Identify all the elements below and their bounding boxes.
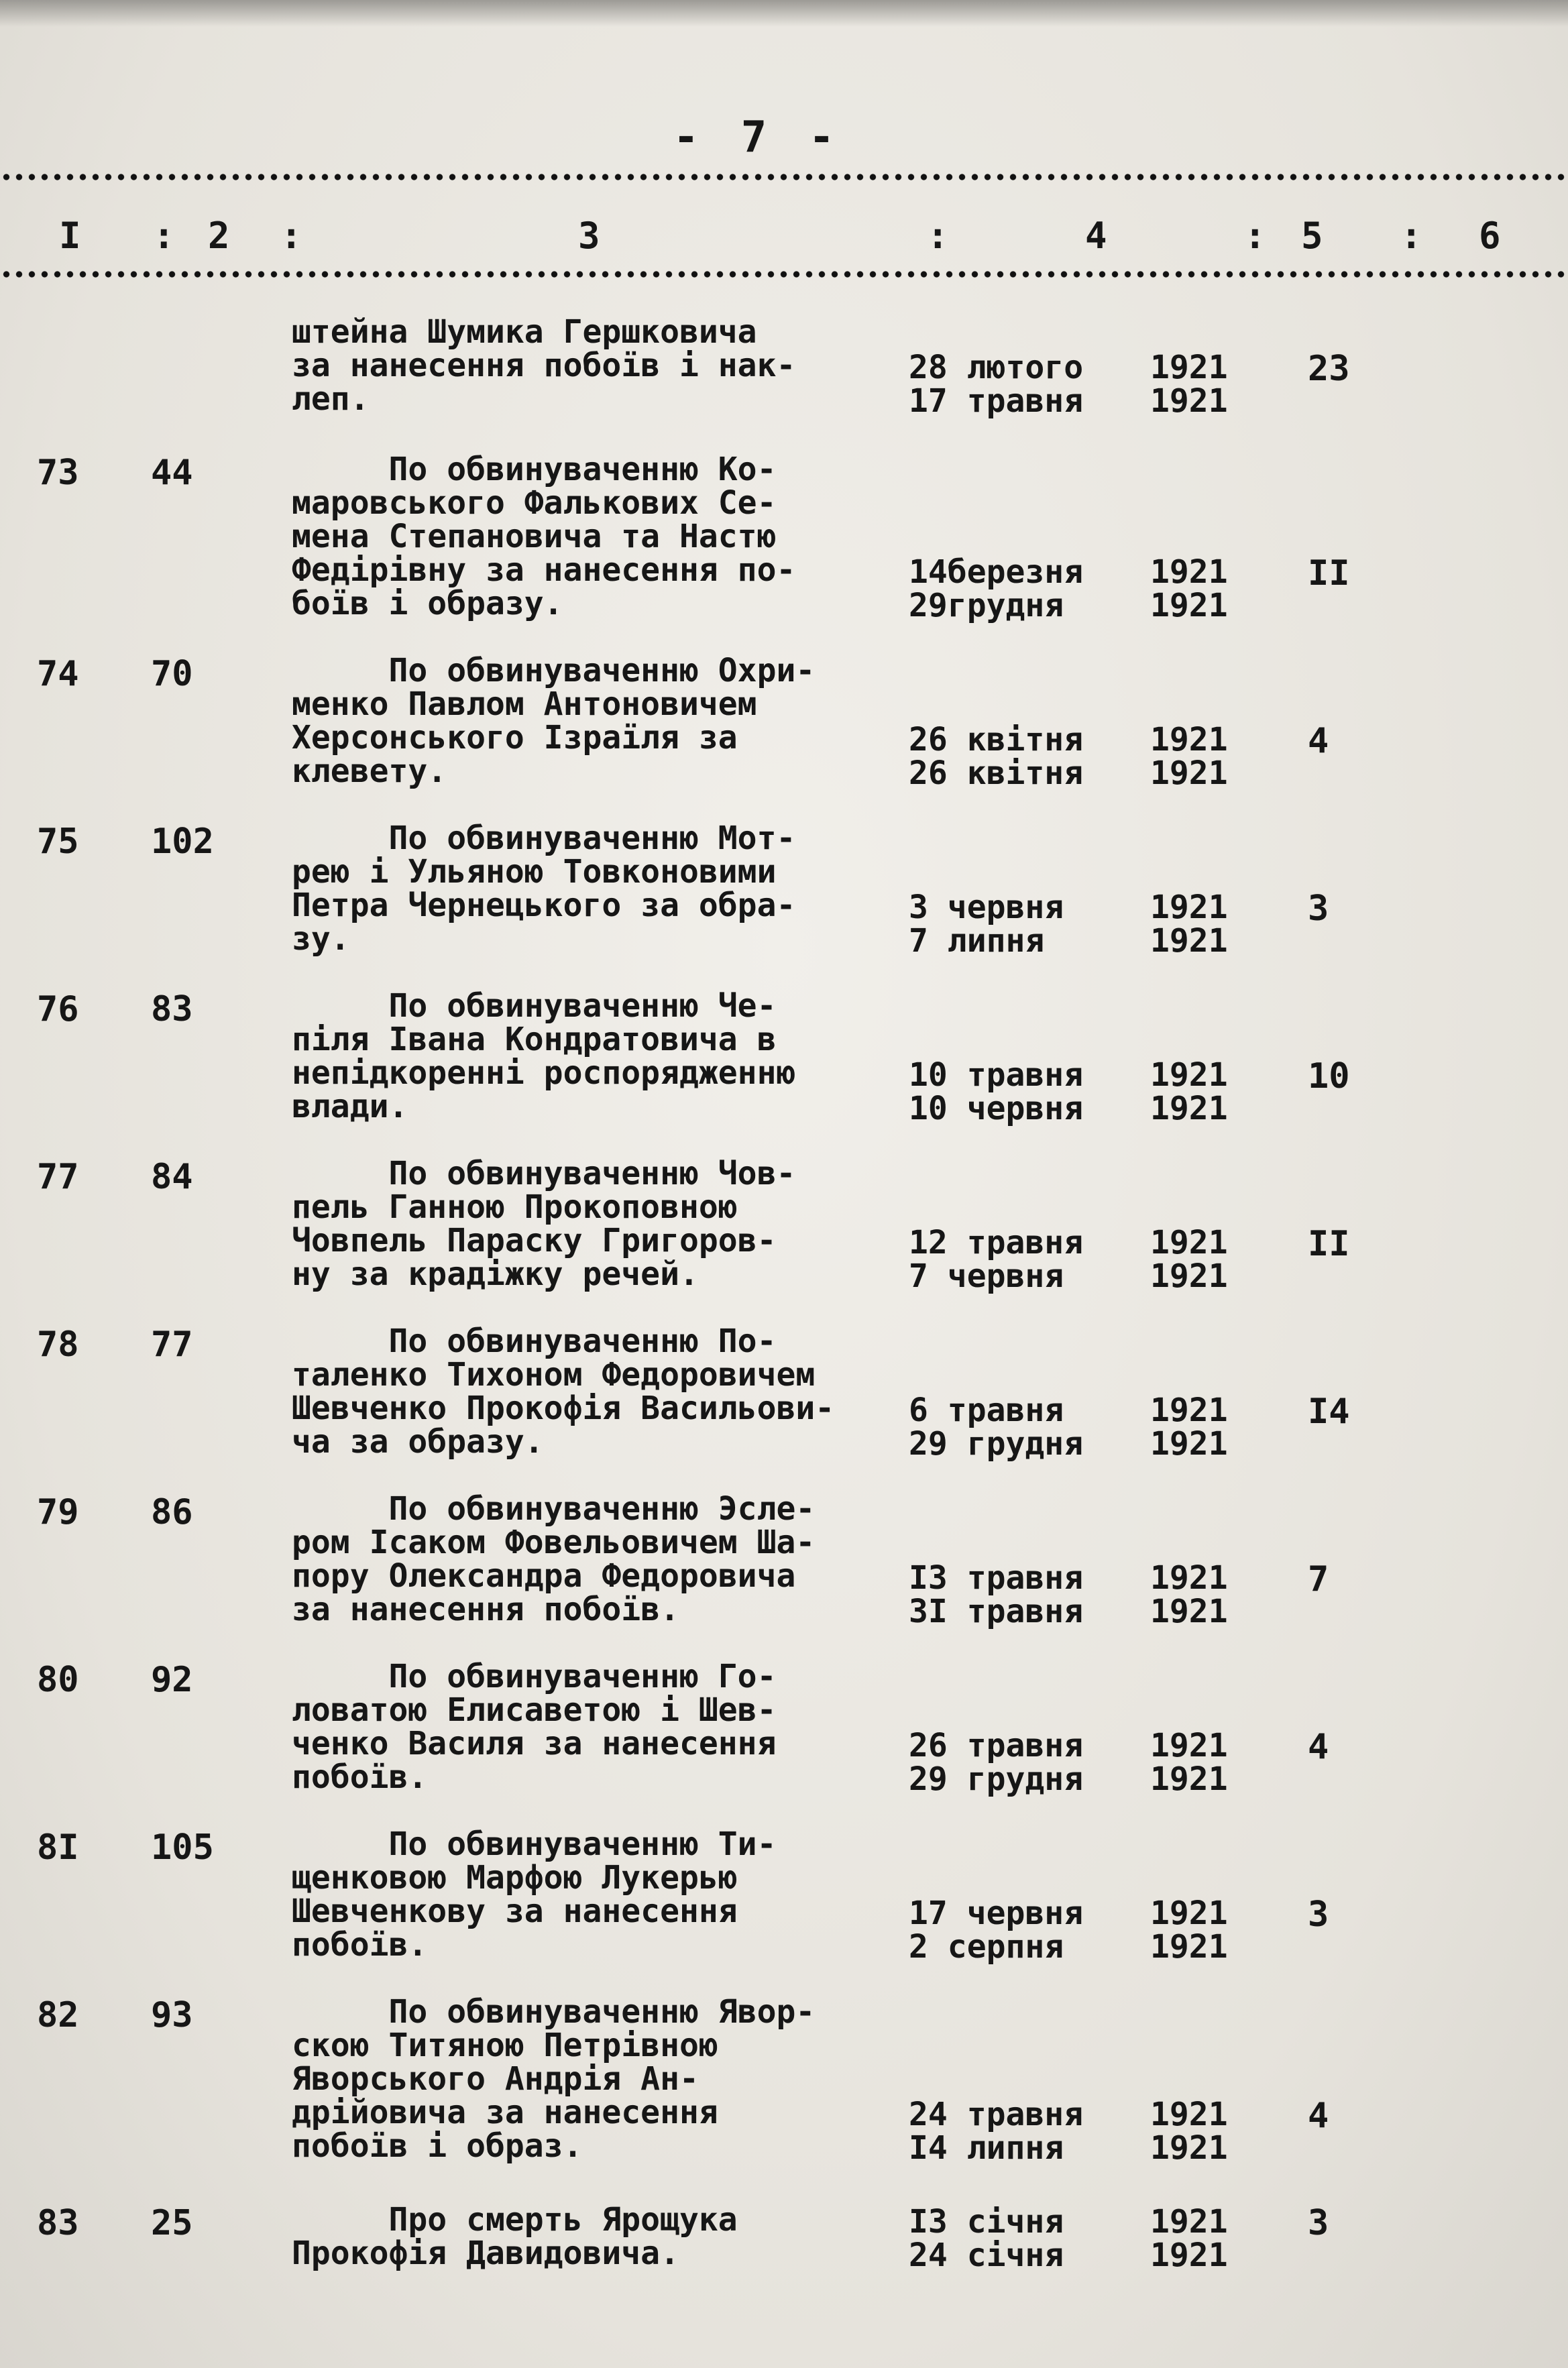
date-year: 1921 [1150, 1257, 1228, 1295]
dotted-rule-top [0, 173, 1568, 181]
date-year: 1921 [1150, 1727, 1228, 1764]
description-line: зу. [292, 920, 350, 958]
column-separator: : [1400, 215, 1422, 257]
date-end [909, 1928, 1257, 1966]
date-year: 1921 [1150, 1392, 1228, 1429]
date-year: 1921 [1150, 1928, 1228, 1966]
description-line: скою Титяною Петрівною [292, 2027, 718, 2064]
description-line: Шевченко Прокофія Васильови- [292, 1390, 835, 1427]
description-line: піля Івана Кондратовича в [292, 1021, 777, 1058]
entry-description [292, 1995, 895, 2163]
scan-edge-shadow [0, 0, 1568, 27]
description-line: боїв і образу. [292, 585, 563, 622]
column-header-6: 6 [1479, 215, 1501, 257]
description-line: По обвинуваченню Эсле- [292, 1490, 816, 1528]
date-day-month: 17 червня [909, 1895, 1084, 1932]
description-line: По обвинуваченню Го- [292, 1658, 777, 1695]
entry-number: 82 [37, 1995, 79, 2035]
file-number: 92 [151, 1660, 193, 1700]
date-day-month: I3 травня [909, 1559, 1084, 1597]
date-end [909, 587, 1257, 622]
entry-number: 76 [37, 989, 79, 1029]
entry-description [292, 1157, 895, 1291]
file-number: 102 [151, 822, 214, 862]
entry-number: 78 [37, 1324, 79, 1365]
date-day-month: 7 червня [909, 1257, 1064, 1295]
column-header-1: I [59, 215, 81, 257]
date-year: 1921 [1150, 754, 1228, 792]
description-line: Яворського Андрія Ан- [292, 2060, 699, 2098]
date-year: 1921 [1150, 889, 1228, 926]
file-number: 70 [151, 654, 193, 694]
date-start [909, 1224, 1257, 1259]
date-start [909, 1559, 1257, 1597]
column-header-5: 5 [1301, 215, 1323, 257]
date-year: 1921 [1150, 1056, 1228, 1094]
description-line: ченко Василя за нанесення [292, 1725, 777, 1762]
description-line: влади. [292, 1088, 408, 1125]
description-line: По обвинуваченню Че- [292, 987, 777, 1025]
date-day-month: 6 травня [909, 1392, 1064, 1429]
date-start [909, 1727, 1257, 1762]
page-count: 4 [1308, 1727, 1329, 1767]
description-line: рею і Ульяною Товконовими [292, 853, 777, 891]
page-count: 23 [1308, 349, 1350, 389]
description-line: маровського Фальковиx Се- [292, 484, 777, 522]
file-number: 44 [151, 453, 193, 493]
date-end [909, 1593, 1257, 1628]
date-year: 1921 [1150, 1760, 1228, 1798]
entry-description [292, 822, 895, 956]
date-day-month: 17 травня [909, 382, 1084, 420]
description-line: Шевченкову за нанесення [292, 1893, 738, 1930]
date-year: 1921 [1150, 1425, 1228, 1463]
date-start [909, 1056, 1257, 1094]
date-day-month: 24 травня [909, 2096, 1084, 2133]
date-day-month: 7 липня [909, 922, 1045, 960]
description-line: штейна Шумика Гершковича [292, 313, 757, 351]
file-number: 83 [151, 989, 193, 1029]
column-separator: : [927, 215, 949, 257]
date-day-month: 14березня [909, 553, 1084, 591]
file-number: 93 [151, 1995, 193, 2035]
description-line: Про смерть Ярощука [292, 2201, 738, 2239]
file-number: 77 [151, 1324, 193, 1365]
date-end [909, 754, 1257, 792]
entry-number: 80 [37, 1660, 79, 1700]
date-day-month: 26 травня [909, 1727, 1084, 1764]
date-end [909, 382, 1257, 420]
entry-number: 77 [37, 1157, 79, 1197]
entry-number: 79 [37, 1492, 79, 1532]
entry-description [292, 453, 895, 620]
date-end [909, 2129, 1257, 2167]
column-header-4: 4 [1085, 215, 1107, 257]
date-day-month: 12 травня [909, 1224, 1084, 1261]
date-end [909, 922, 1257, 960]
date-year: 1921 [1150, 2237, 1228, 2274]
date-day-month: I3 січня [909, 2203, 1064, 2241]
date-year: 1921 [1150, 1593, 1228, 1630]
description-line: По обвинуваченню Явор- [292, 1993, 816, 2031]
description-line: Петра Чернецького за обра- [292, 887, 796, 924]
description-line: побоїв і образ. [292, 2127, 583, 2165]
date-year: 1921 [1150, 721, 1228, 758]
date-day-month: I4 липня [909, 2129, 1064, 2167]
description-line: По обвинуваченню Ти- [292, 1825, 777, 1863]
description-line: ну за крадіжку речей. [292, 1255, 699, 1293]
page-count: 4 [1308, 721, 1329, 761]
description-line: таленко Тихоном Федоровичем [292, 1356, 816, 1394]
page-count: 10 [1308, 1056, 1350, 1096]
description-line: ча за образу. [292, 1423, 544, 1461]
date-year: 1921 [1150, 2129, 1228, 2167]
date-day-month: 3I травня [909, 1593, 1084, 1630]
column-header-2: 2 [208, 215, 230, 257]
entry-number: 73 [37, 453, 79, 493]
date-year: 1921 [1150, 1895, 1228, 1932]
description-line: побоїв. [292, 1758, 428, 1796]
page-count: II [1308, 553, 1350, 594]
date-year: 1921 [1150, 2096, 1228, 2133]
description-line: мена Степановича та Настю [292, 518, 777, 555]
page-count: 3 [1308, 2203, 1329, 2243]
page-count: 3 [1308, 889, 1329, 929]
description-line: щенковою Марфою Лукерью [292, 1859, 738, 1897]
description-line: за нанесення побоїв і нак- [292, 347, 796, 384]
date-start [909, 721, 1257, 756]
date-day-month: 10 травня [909, 1056, 1084, 1094]
description-line: дрійовича за нанесення [292, 2094, 718, 2131]
entry-description [292, 1324, 895, 1459]
date-year: 1921 [1150, 2203, 1228, 2241]
dotted-rule-bottom [0, 270, 1568, 278]
date-start [909, 889, 1257, 926]
page-number: - 7 - [673, 113, 843, 162]
description-line: пель Ганною Прокоповною [292, 1188, 738, 1226]
file-number: 105 [151, 1827, 214, 1868]
date-day-month: 3 червня [909, 889, 1064, 926]
date-end [909, 1090, 1257, 1125]
description-line: менко Павлом Антоновичем [292, 685, 757, 723]
entry-description [292, 1492, 895, 1626]
entry-description [292, 1660, 895, 1794]
description-line: Херсонського Ізраїля за [292, 719, 738, 756]
date-start [909, 553, 1257, 591]
entry-number: 8I [37, 1827, 79, 1868]
column-separator: : [280, 215, 302, 257]
date-year: 1921 [1150, 382, 1228, 420]
description-line: Прокофія Давидовича. [292, 2235, 679, 2272]
entry-description [292, 654, 895, 788]
date-year: 1921 [1150, 349, 1228, 386]
date-start [909, 349, 1257, 384]
date-year: 1921 [1150, 1224, 1228, 1261]
entry-number: 75 [37, 822, 79, 862]
column-header-3: 3 [578, 215, 600, 257]
description-line: По обвинуваченню Ко- [292, 451, 777, 488]
entry-description [292, 2203, 895, 2270]
date-year: 1921 [1150, 1090, 1228, 1127]
description-line: за нанесення побоїв. [292, 1591, 679, 1628]
page-count: 4 [1308, 2096, 1329, 2136]
entry-description [292, 315, 895, 416]
date-start [909, 2203, 1257, 2241]
file-number: 86 [151, 1492, 193, 1532]
entry-number: 83 [37, 2203, 79, 2243]
page-count: 3 [1308, 1895, 1329, 1935]
column-separator: : [153, 215, 175, 257]
entry-description [292, 989, 895, 1123]
description-line: Човпель Параску Григоров- [292, 1222, 777, 1259]
description-line: По обвинуваченню По- [292, 1322, 777, 1360]
date-end [909, 2237, 1257, 2274]
date-end [909, 1760, 1257, 1798]
date-start [909, 1392, 1257, 1429]
description-line: побоїв. [292, 1926, 428, 1964]
date-day-month: 2 серпня [909, 1928, 1064, 1966]
description-line: ром Ісаком Фовельовичем Ша- [292, 1524, 816, 1561]
file-number: 25 [151, 2203, 193, 2243]
date-end [909, 1257, 1257, 1295]
date-year: 1921 [1150, 587, 1228, 624]
date-year: 1921 [1150, 1559, 1228, 1597]
date-day-month: 26 квітня [909, 754, 1084, 792]
description-line: Федірівну за нанесення по- [292, 551, 796, 589]
description-line: По обвинуваченню Охри- [292, 652, 816, 689]
entry-number: 74 [37, 654, 79, 694]
description-line: пору Олександра Федоровича [292, 1557, 796, 1595]
date-day-month: 26 квітня [909, 721, 1084, 758]
date-day-month: 10 червня [909, 1090, 1084, 1127]
date-day-month: 24 січня [909, 2237, 1064, 2274]
description-line: клевету. [292, 752, 447, 790]
date-day-month: 29 грудня [909, 1425, 1084, 1463]
date-start [909, 1895, 1257, 1932]
description-line: По обвинуваченню Мот- [292, 820, 796, 857]
date-start [909, 2096, 1257, 2131]
date-day-month: 29грудня [909, 587, 1064, 624]
date-end [909, 1425, 1257, 1463]
entry-description [292, 1827, 895, 1962]
date-day-month: 28 лютого [909, 349, 1084, 386]
description-line: ловатою Елисаветою і Шев- [292, 1691, 777, 1729]
file-number: 84 [151, 1157, 193, 1197]
date-day-month: 29 грудня [909, 1760, 1084, 1798]
page-count: 7 [1308, 1559, 1329, 1599]
page-count: I4 [1308, 1392, 1350, 1432]
description-line: леп. [292, 380, 370, 418]
description-line: непідкоренні роспорядженню [292, 1054, 796, 1092]
description-line: По обвинуваченню Чов- [292, 1155, 796, 1192]
date-year: 1921 [1150, 922, 1228, 960]
date-year: 1921 [1150, 553, 1228, 591]
page-count: II [1308, 1224, 1350, 1264]
column-separator: : [1244, 215, 1266, 257]
